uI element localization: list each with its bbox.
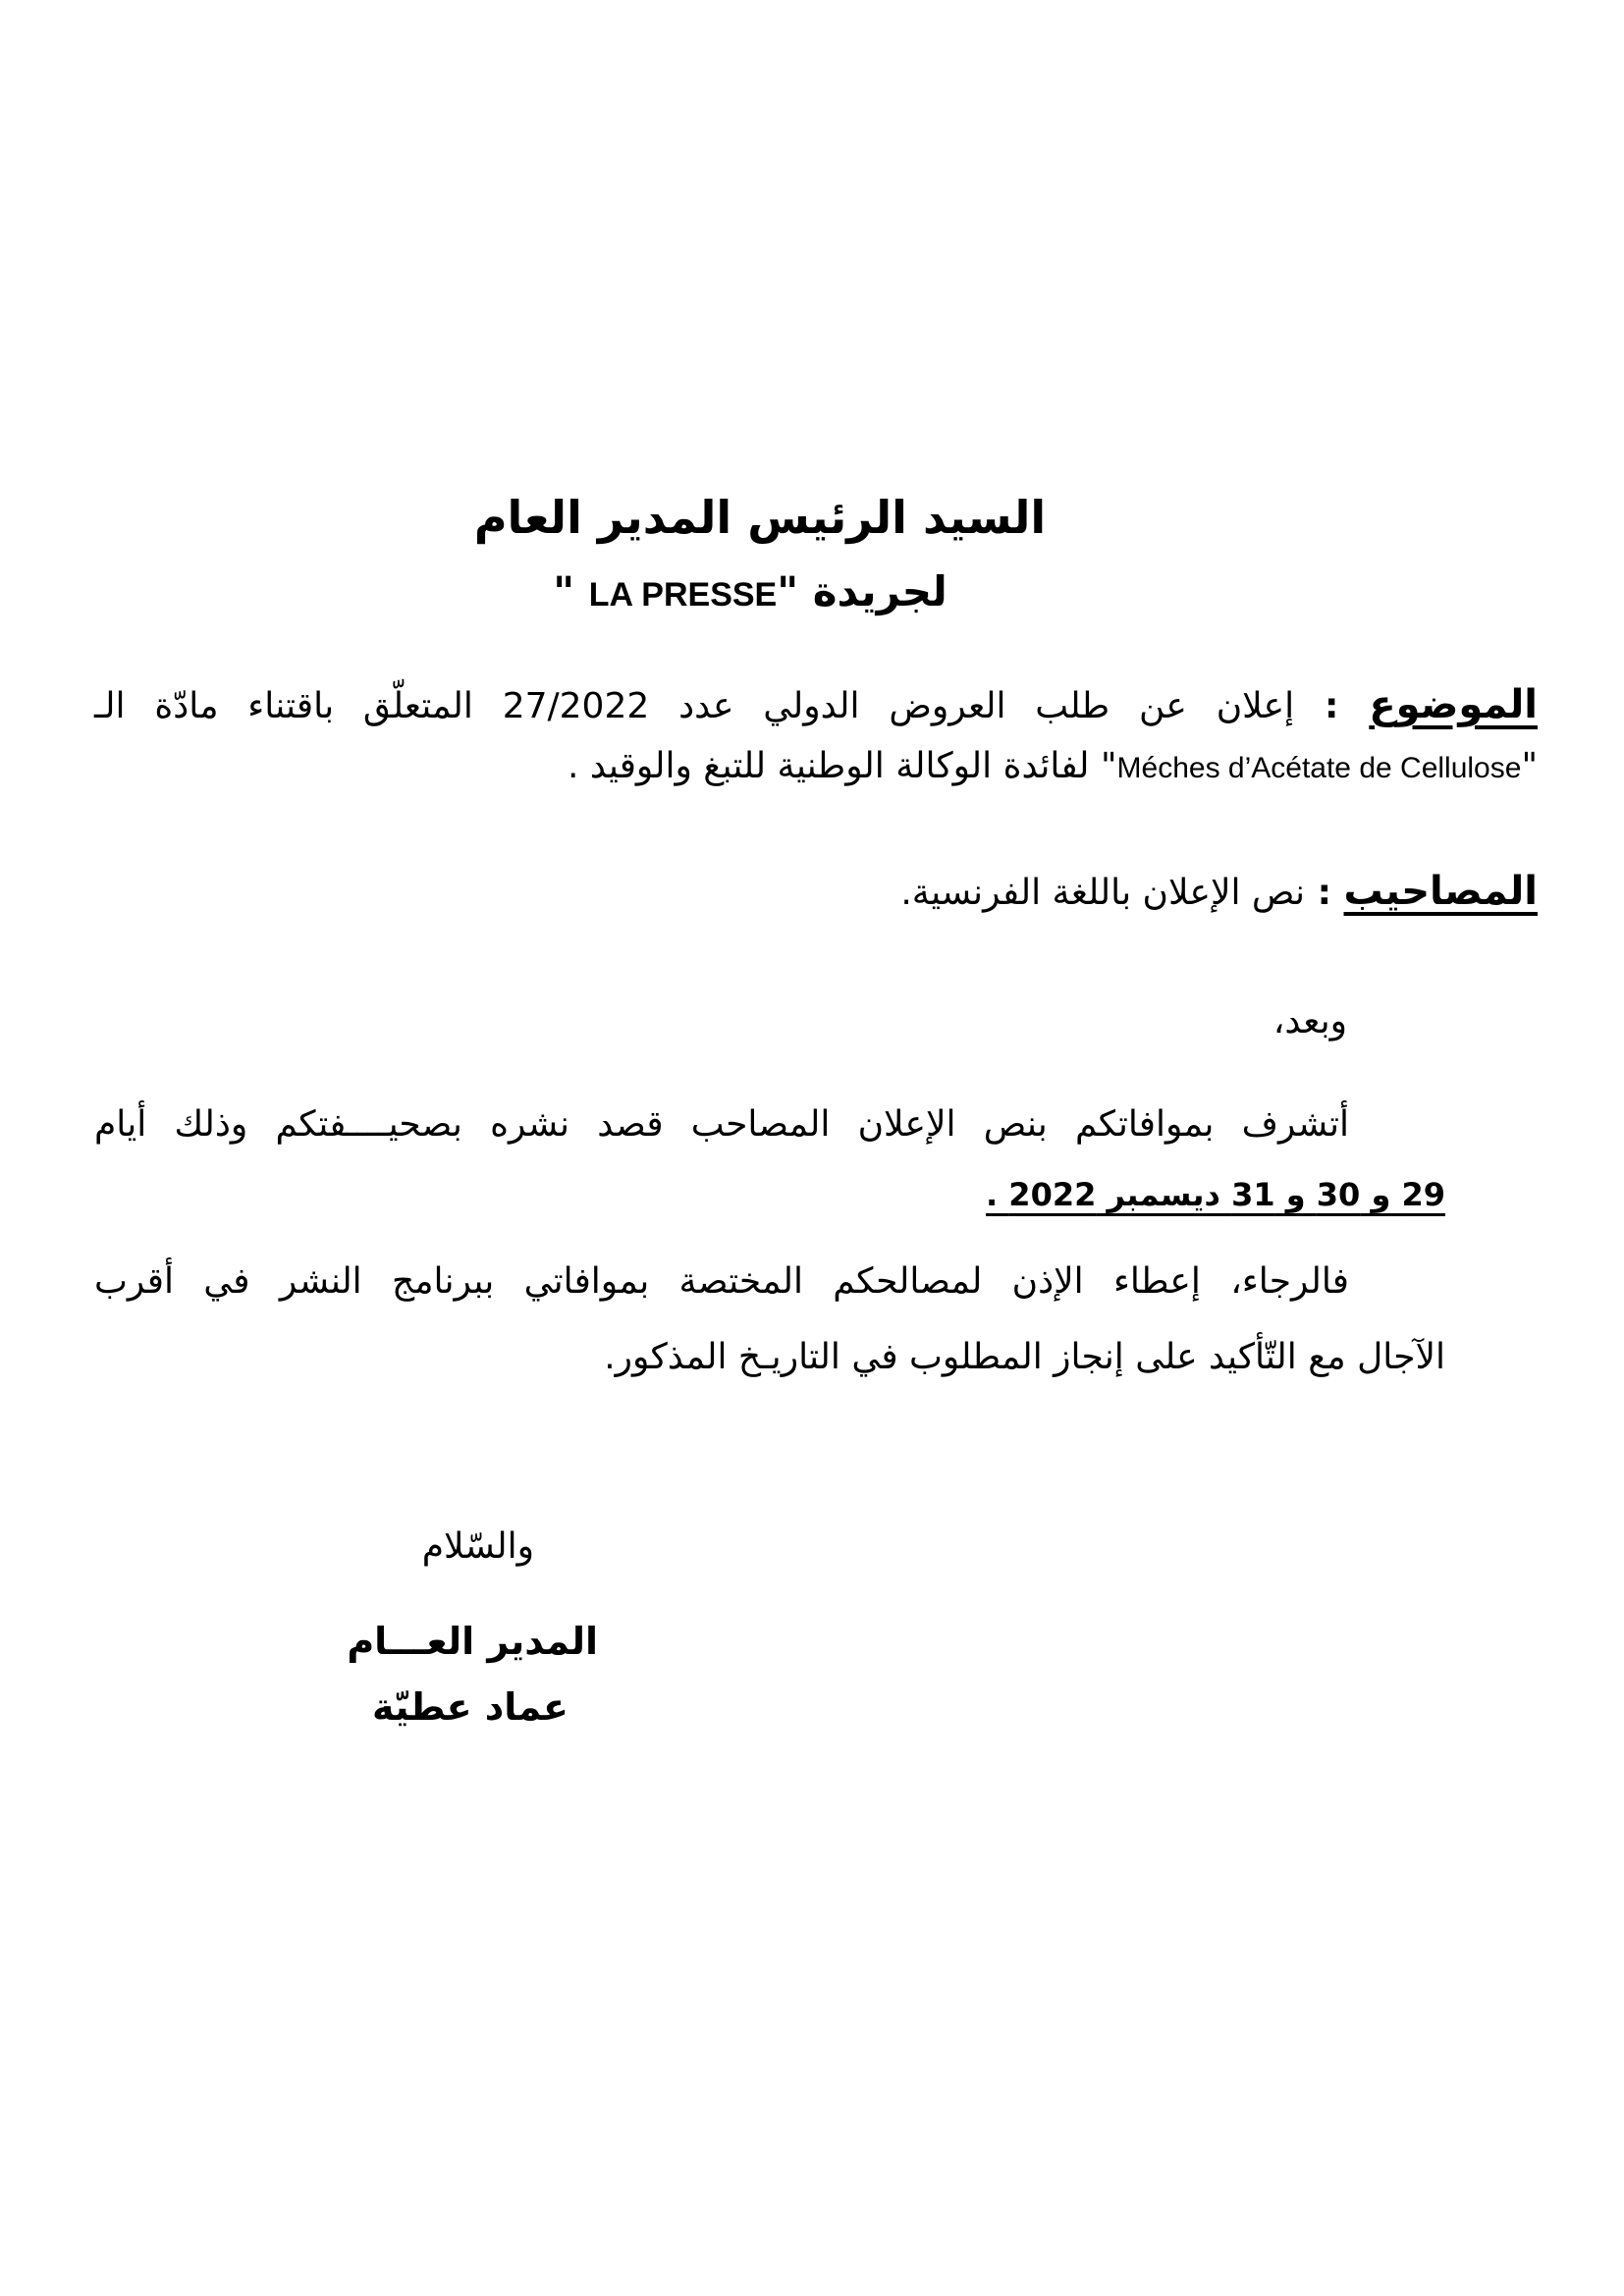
subject-text-1: إعلان عن طلب العروض الدولي عدد 27/2022 المتعلّق باقتناء مادّة الـ (94, 686, 1295, 726)
paragraph-2-line-1 (94, 1261, 1349, 1302)
signatory-title (205, 1620, 598, 1663)
subject-colon: : (1294, 686, 1370, 726)
paragraph-2-text-2: الآجال مع التّأكيد على إنجاز المطلوب في التاريـخ المذكور. (604, 1337, 1445, 1377)
paragraph-1-line-1 (94, 1104, 1349, 1145)
subject-text-2: " لفائدة الوكالة الوطنية للتبغ والوقيد . (568, 746, 1117, 786)
paragraph-1-text-1: أتشرف بموافاتكم بنص الإعلان المصاحب قصد نشره بصحيــــفتكم وذلك أيام (94, 1104, 1349, 1145)
subject-label: الموضوع (1369, 682, 1539, 727)
recipient-title (416, 491, 1104, 544)
opening-text: وبعد، (1272, 1001, 1347, 1041)
publication-dates (463, 1176, 1445, 1213)
recipient-newspaper (456, 567, 1045, 615)
signatory-name-text: عماد عطيّة (372, 1685, 568, 1729)
recipient-line-1: السيد الرئيس المدير العام (473, 491, 1047, 544)
attachment-label: المصاحيب (1343, 869, 1538, 914)
paragraph-1-text-2: 29 و 30 و 31 ديسمبر 2022 . (986, 1176, 1445, 1213)
subject-product-name: Méches d’Acétate de Cellulose (1116, 752, 1522, 784)
salutation-text: والسّلام (421, 1526, 534, 1567)
paragraph-2-text-1: فالرجاء، إعطاء الإذن لمصالحكم المختصة بموافاتي ببرنامج النشر في أقرب (94, 1261, 1349, 1302)
attachment-colon: : (1305, 873, 1344, 913)
paragraph-2-line-2 (169, 1337, 1445, 1377)
recipient-line-2-suffix: " (553, 567, 589, 615)
signatory-name (176, 1685, 568, 1729)
subject-quote-open: " (1521, 746, 1538, 786)
subject-line-1 (94, 682, 1538, 727)
attachment-line (94, 869, 1538, 914)
newspaper-name: LA PRESSE (588, 576, 778, 614)
signatory-title-text: المدير العـــام (347, 1620, 598, 1663)
salutation (240, 1526, 534, 1567)
attachment-text: نص الإعلان باللغة الفرنسية. (900, 873, 1306, 913)
subject-line-2 (94, 746, 1538, 786)
recipient-line-2-prefix: لجريدة " (777, 567, 947, 615)
opening (1053, 1001, 1347, 1041)
